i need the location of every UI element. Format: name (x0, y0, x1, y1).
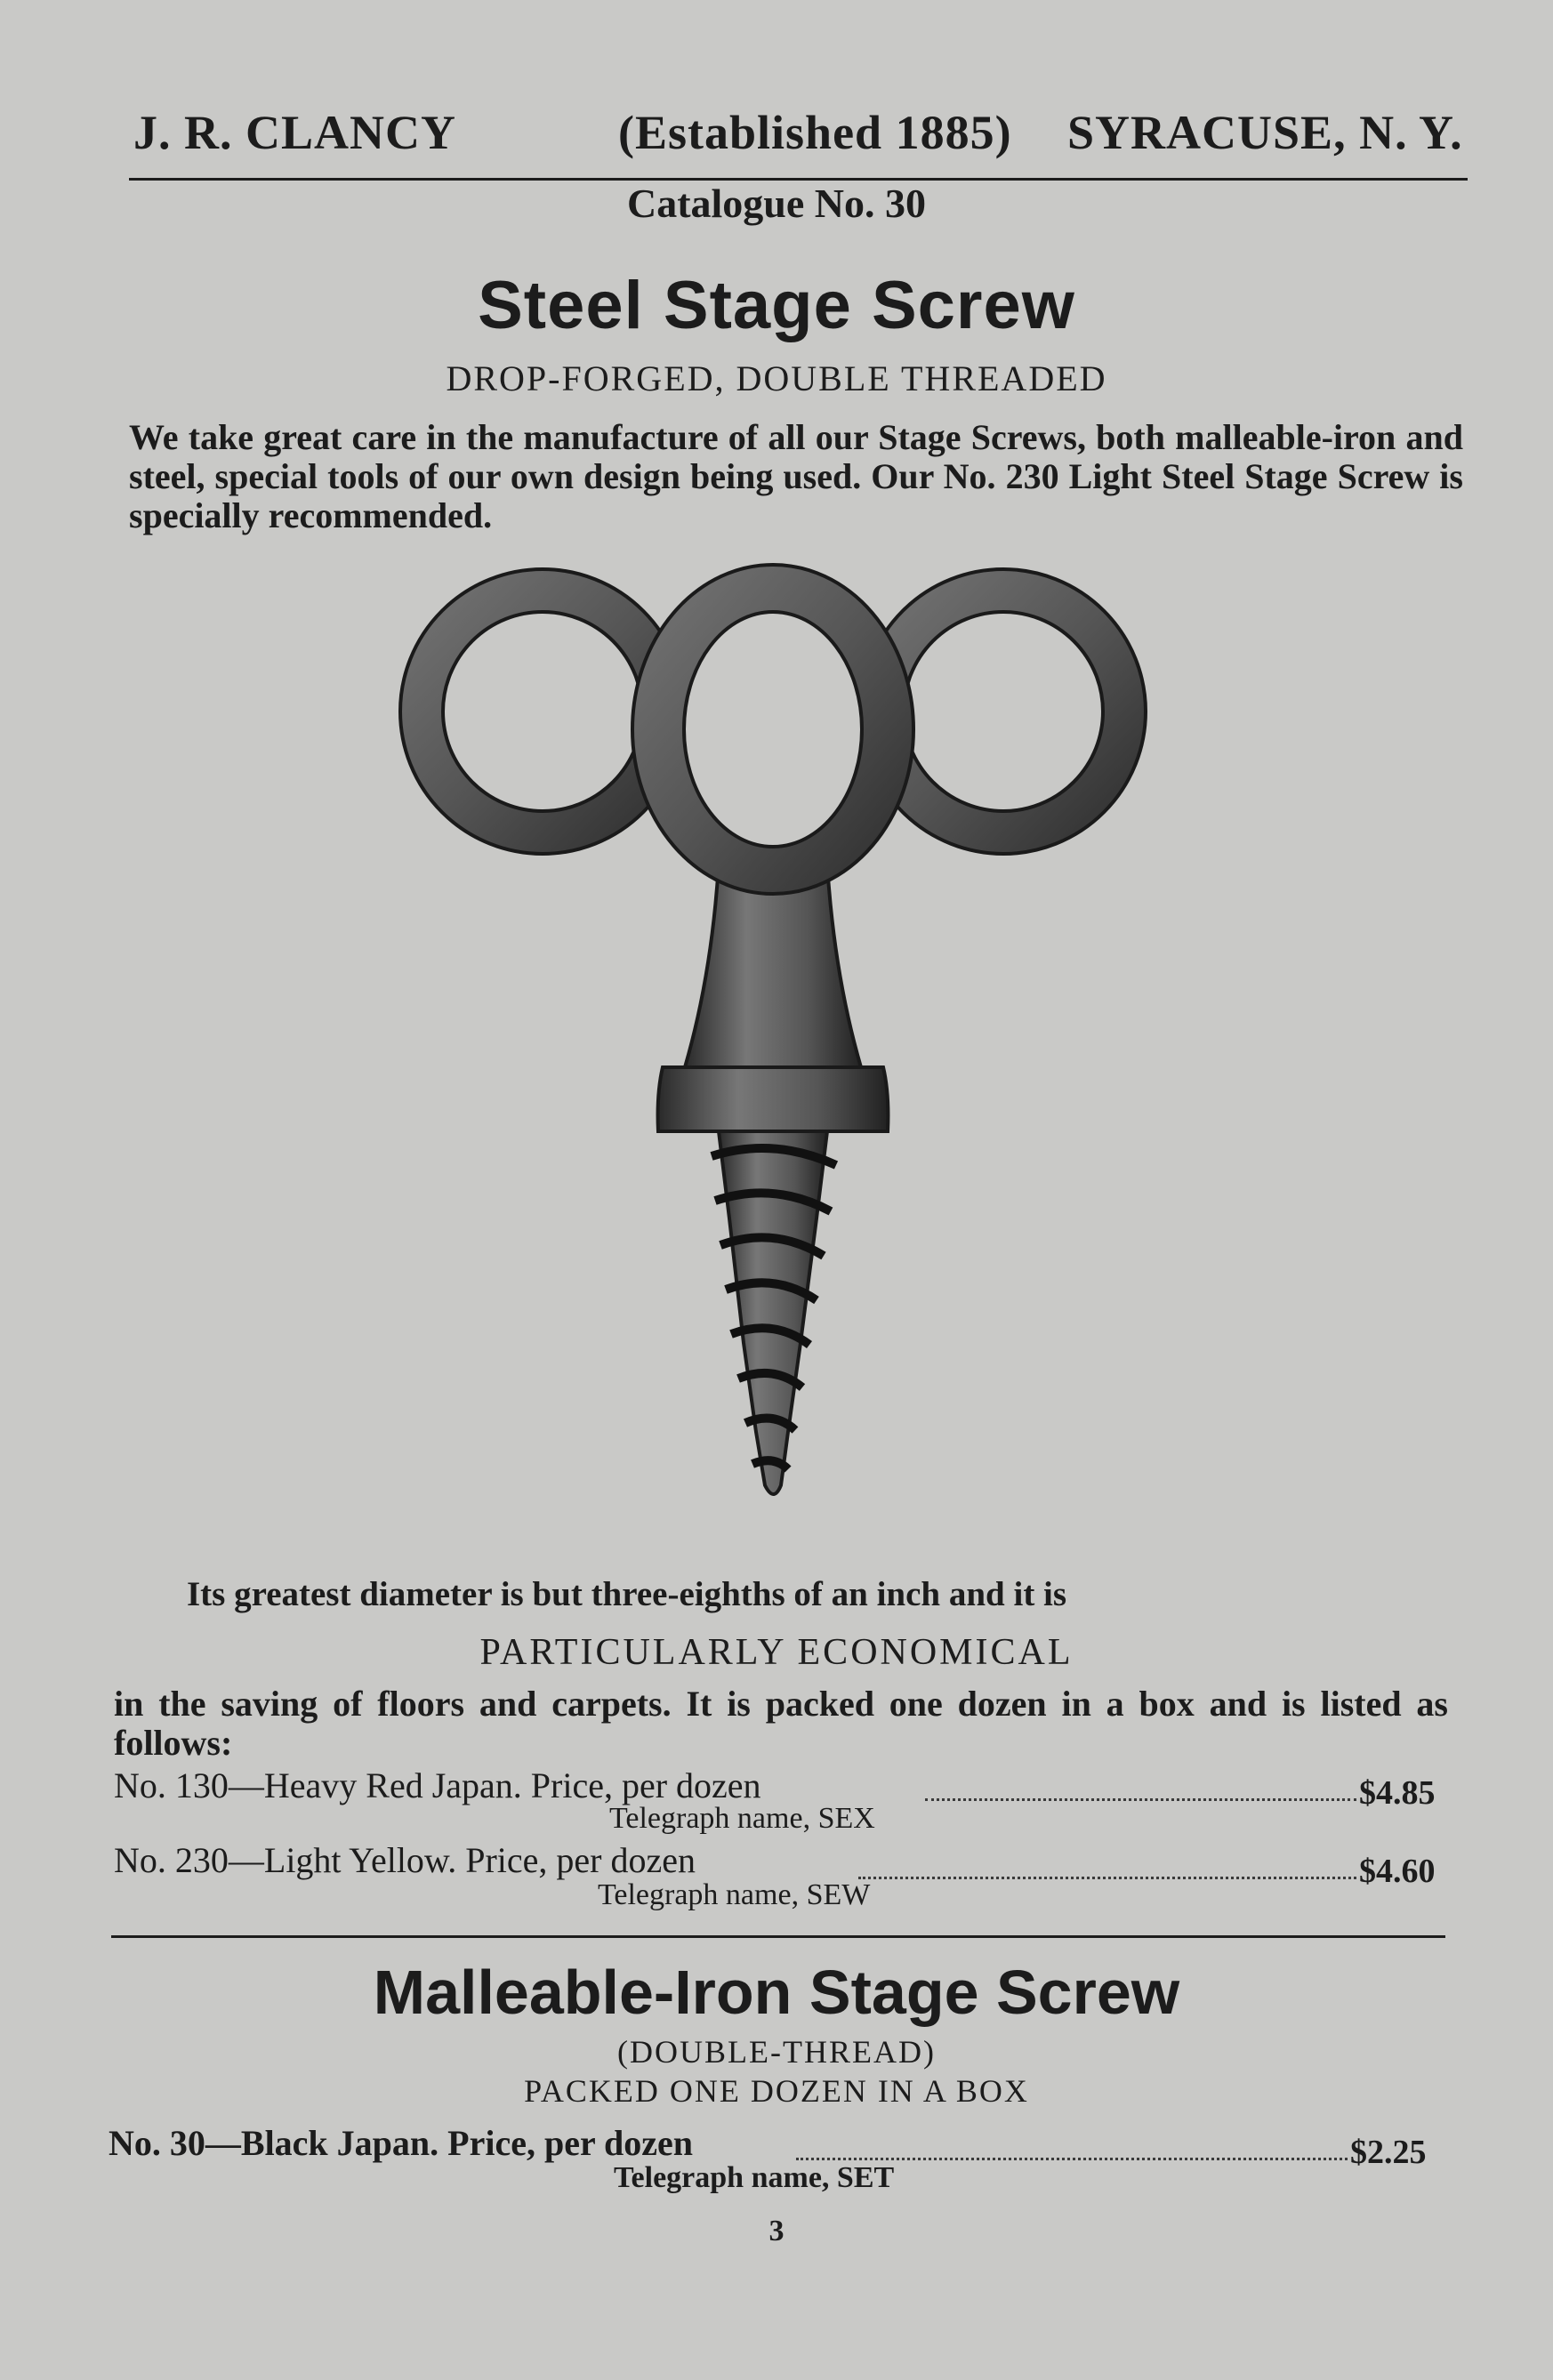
item-130-label: No. 130—Heavy Red Japan. Price, per dozen (114, 1765, 761, 1805)
section-divider (111, 1935, 1445, 1938)
steel-screw-subtitle: DROP-FORGED, DOUBLE THREADED (446, 358, 1107, 398)
saving-text: in the saving of floors and carpets. It is packed one dozen in a box and is listed as follows: (114, 1684, 1448, 1763)
item-230-leader (858, 1877, 1356, 1879)
item-230-label: No. 230—Light Yellow. Price, per dozen (114, 1840, 696, 1880)
item-130-price: $4.85 (1359, 1774, 1436, 1812)
threaded-shank (712, 1131, 836, 1494)
economical-heading: PARTICULARLY ECONOMICAL (479, 1632, 1074, 1673)
page-number: 3 (768, 2215, 785, 2247)
item-230-telegraph: Telegraph name, SEW (598, 1878, 871, 1911)
item-30-label: No. 30—Black Japan. Price, per dozen (109, 2123, 694, 2163)
established-note: (Established 1885) (618, 106, 1012, 159)
page-header (133, 105, 1468, 176)
malleable-screw-title: Malleable-Iron Stage Screw (373, 1958, 1180, 2027)
item-30-price: $2.25 (1350, 2134, 1427, 2171)
item-130-leader (925, 1798, 1356, 1801)
company-name: J. R. CLANCY (133, 106, 456, 159)
item-230-price: $4.60 (1359, 1853, 1436, 1890)
steel-screw-intro: We take great care in the manufacture of all our Stage Screws, both malleable-iron and steel, special tools of our own design being used. Our No. 230 Light Steel Stage Screw is specially recommended. (129, 417, 1463, 535)
item-30-leader (796, 2158, 1348, 2160)
city-name: SYRACUSE, N. Y. (1067, 106, 1463, 159)
item-30-telegraph: Telegraph name, SET (614, 2161, 895, 2194)
center-ring (632, 565, 913, 894)
steel-stage-screw-illustration (356, 543, 1192, 1565)
catalogue-number: Catalogue No. 30 (626, 181, 927, 226)
item-130-telegraph: Telegraph name, SEX (609, 1802, 875, 1835)
diameter-text: Its greatest diameter is but three-eighths of an inch and it is (187, 1575, 1067, 1613)
packing-note: PACKED ONE DOZEN IN A BOX (524, 2073, 1029, 2109)
steel-screw-title: Steel Stage Screw (478, 268, 1075, 343)
screw-collar (658, 1067, 889, 1131)
malleable-screw-subtitle: (DOUBLE-THREAD) (617, 2034, 936, 2070)
